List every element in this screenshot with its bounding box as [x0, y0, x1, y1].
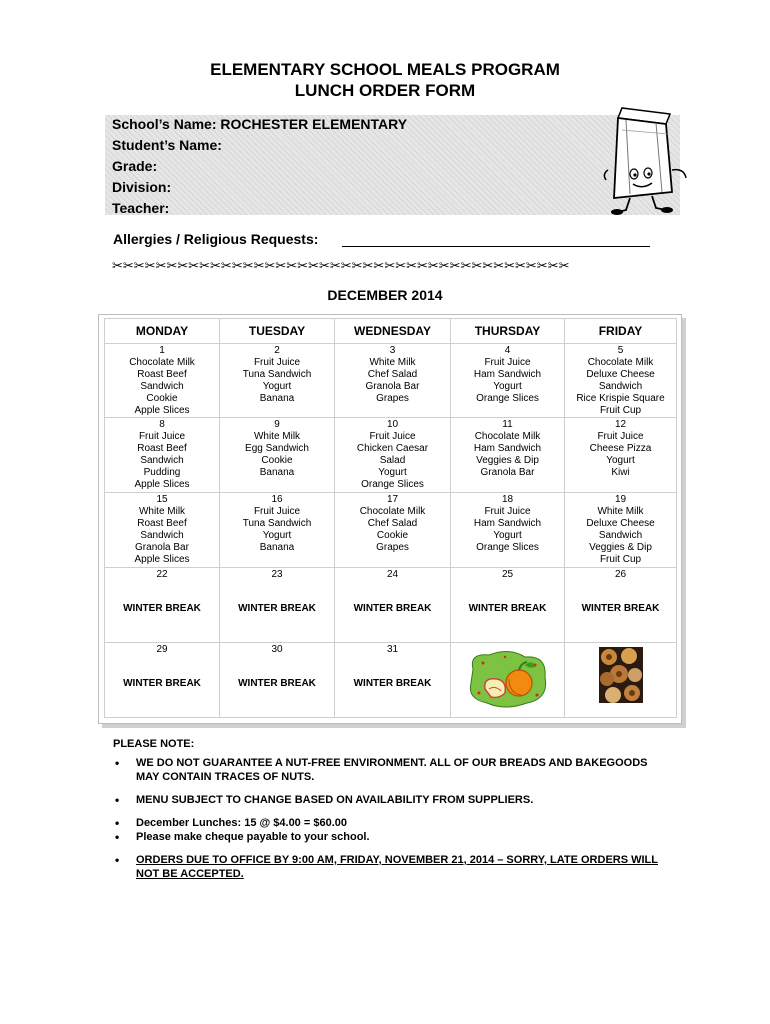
day-cell — [220, 643, 335, 718]
menu-item: Fruit Juice — [369, 431, 416, 442]
day-cell — [565, 568, 677, 643]
day-number: 1 — [159, 345, 165, 356]
menu-item: Fruit Juice — [484, 357, 531, 368]
form-subtitle: LUNCH ORDER FORM — [294, 81, 476, 100]
day-cell — [451, 568, 565, 643]
day-cell — [105, 493, 220, 568]
menu-item: Apple Slices — [134, 554, 190, 565]
menu-item: Roast Beef — [137, 518, 187, 529]
menu-item: Fruit Juice — [253, 357, 301, 368]
day-number: 15 — [156, 494, 168, 505]
menu-item: Apple Slices — [134, 405, 190, 416]
menu-item: Roast Beef — [137, 443, 187, 454]
menu-item: Roast Beef — [137, 369, 187, 380]
menu-item: Fruit Juice — [253, 506, 301, 517]
menu-item: Orange Slices — [476, 393, 539, 404]
menu-item: Sandwich — [140, 455, 184, 466]
menu-item: White Milk — [138, 506, 186, 517]
day-header: THURSDAY — [451, 319, 565, 344]
menu-item: Ham Sandwich — [473, 518, 542, 529]
day-number: 22 — [156, 569, 168, 580]
day-cell — [565, 493, 677, 568]
day-number: 24 — [386, 569, 399, 580]
menu-item: White Milk — [597, 506, 644, 517]
day-number: 4 — [504, 345, 511, 356]
student-name-field[interactable]: Student’s Name: — [112, 137, 222, 153]
pastries-photo-icon — [599, 647, 643, 703]
menu-item: Chicken Caesar — [356, 443, 429, 454]
menu-item: Granola Bar — [480, 467, 535, 478]
fruit-clipart-icon — [465, 649, 551, 709]
cut-line: ✂✂✂✂✂✂✂✂✂✂✂✂✂✂✂✂✂✂✂✂✂✂✂✂✂✂✂✂✂✂✂✂✂✂✂✂✂✂✂✂✂✂ — [112, 259, 570, 274]
menu-item: Chocolate Milk — [129, 357, 195, 368]
menu-item: Sandwich — [140, 381, 184, 392]
allergies-input-line[interactable] — [342, 246, 650, 247]
menu-item: Granola Bar — [365, 381, 420, 392]
menu-item: Orange Slices — [361, 479, 424, 490]
day-cell — [220, 344, 335, 418]
menu-item: Ham Sandwich — [473, 443, 542, 454]
menu-item: Yogurt — [493, 530, 522, 541]
day-number: 31 — [386, 644, 399, 655]
note-nut-warning: • WE DO NOT GUARANTEE A NUT-FREE ENVIRONMENT. ALL OF OUR BREADS AND BAKEGOODS MAY CONTAIN TRACES OF NUTS. — [113, 756, 673, 784]
day-header: WEDNESDAY — [335, 319, 451, 344]
menu-item: Kiwi — [611, 467, 630, 478]
day-cell — [335, 493, 451, 568]
menu-item: Yogurt — [378, 467, 407, 478]
day-number: 5 — [617, 345, 624, 356]
notes-heading: PLEASE NOTE: — [113, 738, 195, 750]
day-cell — [220, 568, 335, 643]
menu-item: Yogurt — [262, 381, 292, 392]
menu-item: Cookie — [261, 455, 293, 466]
menu-item: Chocolate Milk — [474, 431, 541, 442]
lunch-calendar — [104, 318, 677, 718]
day-cell — [335, 418, 451, 493]
day-cell — [451, 344, 565, 418]
day-number: 17 — [386, 494, 399, 505]
menu-item: Pudding — [143, 467, 181, 478]
menu-item: Cookie — [376, 530, 409, 541]
menu-item: White Milk — [253, 431, 301, 442]
menu-item: Fruit Juice — [484, 506, 531, 517]
winter-break-label: WINTER BREAK — [353, 603, 432, 614]
menu-item: Yogurt — [493, 381, 522, 392]
day-number: 26 — [614, 569, 627, 580]
menu-item: Sandwich — [598, 381, 643, 392]
day-cell — [451, 643, 565, 718]
day-header: FRIDAY — [565, 319, 677, 344]
form-title: ELEMENTARY SCHOOL MEALS PROGRAM — [210, 60, 560, 79]
menu-item: Egg Sandwich — [245, 443, 309, 454]
day-number: 19 — [614, 494, 627, 505]
winter-break-label: WINTER BREAK — [581, 603, 660, 614]
winter-break-label: WINTER BREAK — [238, 603, 316, 614]
menu-item: White Milk — [369, 357, 416, 368]
winter-break-label: WINTER BREAK — [123, 678, 201, 689]
grade-field[interactable]: Grade: — [112, 158, 158, 174]
day-number: 11 — [502, 419, 513, 430]
teacher-field[interactable]: Teacher: — [112, 200, 170, 216]
menu-item: Tuna Sandwich — [242, 518, 312, 529]
menu-item: Banana — [259, 393, 295, 404]
month-heading: DECEMBER 2014 — [327, 287, 443, 303]
calendar-week — [105, 344, 677, 418]
day-number: 8 — [159, 419, 165, 430]
menu-item: Sandwich — [140, 530, 184, 541]
lunch-bag-mascot-icon — [600, 100, 690, 220]
day-number: 29 — [156, 644, 168, 655]
day-cell — [220, 493, 335, 568]
winter-break-label: WINTER BREAK — [123, 603, 201, 614]
day-cell — [105, 418, 220, 493]
menu-item: Yogurt — [606, 455, 635, 466]
winter-break-label: WINTER BREAK — [353, 678, 432, 689]
note-cheque: • Please make cheque payable to your school. — [113, 830, 673, 844]
day-number: 30 — [271, 644, 283, 655]
menu-item: Fruit Cup — [599, 405, 642, 416]
menu-item: Yogurt — [262, 530, 292, 541]
notes-list — [113, 756, 673, 881]
day-cell — [335, 568, 451, 643]
day-number: 3 — [389, 345, 396, 356]
day-number: 12 — [614, 419, 627, 430]
menu-item: Fruit Cup — [599, 554, 642, 565]
day-number: 9 — [274, 419, 280, 430]
menu-item: Ham Sandwich — [473, 369, 542, 380]
day-header: MONDAY — [105, 319, 220, 344]
calendar-week — [105, 493, 677, 568]
calendar-week — [105, 418, 677, 493]
menu-item: Fruit Juice — [597, 431, 644, 442]
day-cell — [335, 643, 451, 718]
menu-item: Salad — [379, 455, 406, 466]
school-name-field: School’s Name: ROCHESTER ELEMENTARY — [112, 116, 408, 132]
menu-item: Banana — [259, 542, 295, 553]
menu-item: Fruit Juice — [138, 431, 186, 442]
division-field[interactable]: Division: — [112, 179, 172, 195]
winter-break-label: WINTER BREAK — [238, 678, 316, 689]
day-number: 16 — [271, 494, 283, 505]
menu-item: Cheese Pizza — [589, 443, 652, 454]
menu-item: Chef Salad — [367, 518, 418, 529]
menu-item: Deluxe Cheese — [586, 518, 655, 529]
menu-item: Chocolate Milk — [359, 506, 426, 517]
day-cell — [451, 418, 565, 493]
note-order-deadline: • ORDERS DUE TO OFFICE BY 9:00 AM, FRIDAY, NOVEMBER 21, 2014 – SORRY, LATE ORDERS WILL NOT BE ACCEPTED. — [113, 853, 673, 881]
day-number: 23 — [271, 569, 283, 580]
day-number: 25 — [501, 569, 514, 580]
allergies-label: Allergies / Religious Requests: — [113, 231, 319, 247]
day-cell — [105, 344, 220, 418]
note-menu-change: • MENU SUBJECT TO CHANGE BASED ON AVAILABILITY FROM SUPPLIERS. — [113, 793, 673, 807]
menu-item: Deluxe Cheese — [586, 369, 655, 380]
note-lunch-cost: • December Lunches: 15 @ $4.00 = $60.00 — [113, 816, 673, 830]
menu-item: Grapes — [376, 542, 409, 553]
menu-item: Grapes — [376, 393, 409, 404]
day-cell — [335, 344, 451, 418]
menu-item: Cookie — [146, 393, 178, 404]
day-number: 10 — [386, 419, 399, 430]
day-cell — [565, 418, 677, 493]
day-header: TUESDAY — [220, 319, 335, 344]
day-cell — [565, 643, 677, 718]
day-cell — [451, 493, 565, 568]
menu-item: Chef Salad — [367, 369, 418, 380]
day-cell — [105, 568, 220, 643]
calendar-week — [105, 643, 677, 718]
student-info-box — [105, 115, 680, 215]
day-number: 2 — [274, 345, 280, 356]
day-cell — [105, 643, 220, 718]
menu-item: Apple Slices — [134, 479, 190, 490]
menu-item: Orange Slices — [476, 542, 539, 553]
day-number: 18 — [501, 494, 514, 505]
menu-item: Sandwich — [598, 530, 643, 541]
menu-item: Chocolate Milk — [587, 357, 654, 368]
calendar-week — [105, 568, 677, 643]
menu-item: Veggies & Dip — [476, 455, 539, 466]
menu-item: Granola Bar — [135, 542, 189, 553]
day-cell — [220, 418, 335, 493]
winter-break-label: WINTER BREAK — [468, 603, 547, 614]
menu-item: Banana — [259, 467, 295, 478]
menu-item: Veggies & Dip — [589, 542, 652, 553]
day-cell — [565, 344, 677, 418]
menu-item: Rice Krispie Square — [576, 393, 665, 404]
menu-item: Tuna Sandwich — [242, 369, 312, 380]
